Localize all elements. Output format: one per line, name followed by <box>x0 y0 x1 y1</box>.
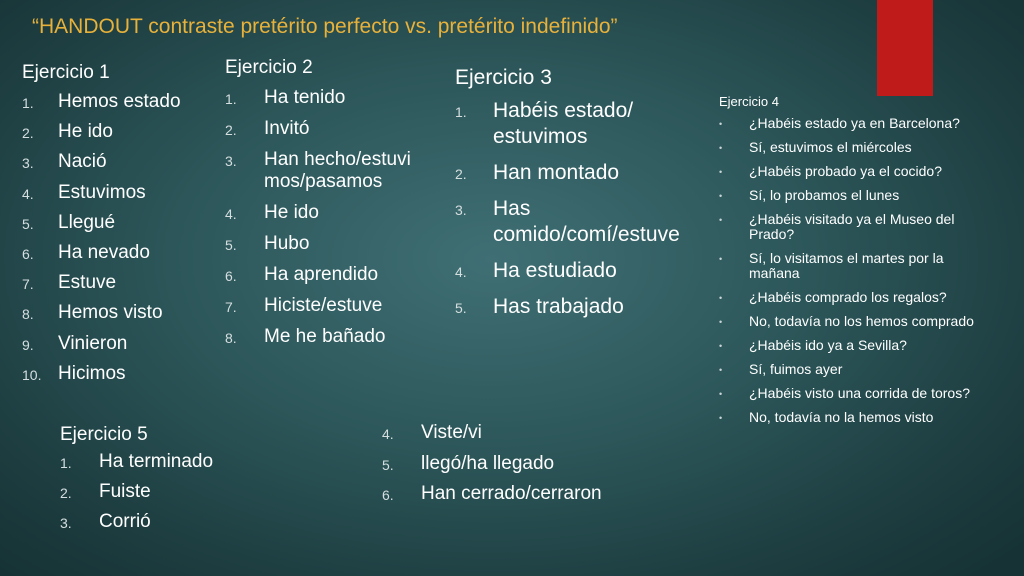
item-text: llegó/ha llegado <box>421 452 555 474</box>
item-text: Hemos estado <box>58 91 181 112</box>
item-number: 5. <box>225 237 237 253</box>
red-accent-bar <box>877 0 933 96</box>
list-item <box>225 202 420 224</box>
list-item <box>22 302 212 332</box>
item-text: Fuiste <box>99 481 151 502</box>
item-text: Ha estudiado <box>493 259 617 282</box>
item-text: Corrió <box>99 511 151 532</box>
exercise-3 <box>455 66 680 330</box>
list-item <box>719 386 994 401</box>
item-text: Ha nevado <box>58 241 150 263</box>
list-item <box>719 410 999 425</box>
item-text: No, todavía no la hemos visto <box>749 409 934 425</box>
item-text: Han cerrado/cerraron <box>421 483 602 504</box>
list-item <box>22 333 212 363</box>
exercise-2-list <box>225 87 420 348</box>
slide-title: “HANDOUT contraste pretérito perfecto vs. pretérito indefinido” <box>32 15 618 38</box>
item-number: 6. <box>22 245 34 262</box>
list-item <box>22 363 212 393</box>
list-item <box>719 116 999 131</box>
list-item <box>225 118 420 140</box>
item-number: 4. <box>455 264 467 280</box>
bullet-icon: • <box>719 215 723 225</box>
bullet-icon: • <box>719 143 723 153</box>
item-number: 4. <box>382 426 394 442</box>
bullet-icon: • <box>719 413 723 423</box>
list-item <box>225 233 420 255</box>
item-number: 8. <box>22 306 34 323</box>
item-text: Sí, estuvimos el miércoles <box>749 139 912 155</box>
list-item <box>225 326 420 348</box>
list-item <box>382 453 682 484</box>
list-item <box>455 160 655 186</box>
item-text: Hicimos <box>58 362 126 384</box>
item-number: 3. <box>22 155 34 172</box>
list-item <box>719 251 979 281</box>
item-number: 9. <box>22 336 34 353</box>
item-text: ¿Habéis probado ya el cocido? <box>749 163 943 179</box>
list-item <box>382 422 682 453</box>
item-text: Has trabajado <box>493 295 624 318</box>
item-text: Has comido/comí/estuve <box>493 197 680 246</box>
item-number: 5. <box>455 300 467 316</box>
exercise-1-title: Ejercicio 1 <box>22 62 110 83</box>
exercise-2 <box>225 57 420 357</box>
item-text: Estuve <box>58 272 117 294</box>
bullet-icon: • <box>719 293 723 303</box>
item-text: Han montado <box>493 161 620 184</box>
bullet-icon: • <box>719 167 723 177</box>
list-item <box>225 264 420 286</box>
item-number: 2. <box>60 485 72 501</box>
item-number: 1. <box>22 95 34 111</box>
item-text: Sí, lo visitamos el martes por la mañana <box>749 250 944 281</box>
list-item <box>719 314 974 329</box>
item-text: Hiciste/estuve <box>264 295 383 316</box>
item-number: 8. <box>225 330 237 346</box>
item-number: 1. <box>455 104 467 120</box>
item-number: 7. <box>225 299 237 315</box>
item-number: 4. <box>225 206 237 222</box>
exercise-4 <box>719 94 999 434</box>
list-item <box>455 98 641 150</box>
exercise-5-list-continued <box>382 422 682 514</box>
exercise-3-list <box>455 98 680 320</box>
bullet-icon: • <box>719 191 723 201</box>
item-text: Ha tenido <box>264 87 346 108</box>
bullet-icon: • <box>719 341 723 351</box>
list-item <box>22 242 212 272</box>
list-item <box>455 258 655 284</box>
item-number: 10. <box>22 366 42 383</box>
item-text: Habéis estado/estuvimos <box>493 99 634 148</box>
exercise-5-list <box>60 451 280 541</box>
item-text: ¿Habéis ido ya a Sevilla? <box>749 337 907 353</box>
list-item <box>719 140 999 155</box>
item-number: 3. <box>455 202 467 218</box>
item-text: Han hecho/estuvimos/pasamos <box>264 149 411 192</box>
exercise-4-list <box>719 116 999 425</box>
list-item <box>225 87 420 109</box>
list-item <box>719 338 999 353</box>
item-number: 1. <box>60 455 72 471</box>
item-text: He ido <box>264 202 319 223</box>
item-number: 2. <box>225 122 237 138</box>
item-text: Sí, lo probamos el lunes <box>749 187 900 203</box>
item-text: Vinieron <box>58 332 128 354</box>
list-item <box>719 188 999 203</box>
list-item <box>455 294 655 320</box>
bullet-icon: • <box>719 317 723 327</box>
exercise-1-list <box>22 91 212 393</box>
item-text: No, todavía no los hemos comprado <box>749 313 974 329</box>
item-text: Me he bañado <box>264 326 386 347</box>
item-text: Hubo <box>264 233 310 254</box>
list-item <box>22 272 212 302</box>
list-item <box>719 164 999 179</box>
item-number: 5. <box>22 215 34 232</box>
bullet-icon: • <box>719 254 723 264</box>
exercise-1 <box>22 62 212 393</box>
item-text: Ha aprendido <box>264 264 379 285</box>
list-item <box>22 212 212 242</box>
list-item <box>719 212 989 242</box>
list-item <box>60 511 280 541</box>
exercise-5-title: Ejercicio 5 <box>60 424 148 445</box>
list-item <box>225 295 420 317</box>
item-text: Hemos visto <box>58 302 163 324</box>
list-item <box>22 182 212 212</box>
item-number: 1. <box>225 91 237 107</box>
list-item <box>719 290 999 305</box>
item-text: Sí, fuimos ayer <box>749 361 843 377</box>
list-item <box>225 149 414 193</box>
exercise-4-title: Ejercicio 4 <box>719 94 779 109</box>
item-text: He ido <box>58 121 113 143</box>
list-item <box>382 483 682 514</box>
item-number: 6. <box>225 268 237 284</box>
item-number: 2. <box>22 125 34 142</box>
list-item <box>719 362 999 377</box>
item-number: 3. <box>225 153 237 169</box>
exercise-5 <box>60 424 280 541</box>
list-item <box>22 151 212 181</box>
list-item <box>60 481 280 511</box>
bullet-icon: • <box>719 389 723 399</box>
item-text: Nació <box>58 151 107 173</box>
item-number: 7. <box>22 276 34 293</box>
item-number: 3. <box>60 515 72 531</box>
item-text: ¿Habéis estado ya en Barcelona? <box>749 115 960 131</box>
exercise-2-title: Ejercicio 2 <box>225 57 313 78</box>
item-number: 4. <box>22 185 34 202</box>
bullet-icon: • <box>719 119 723 129</box>
item-text: Viste/vi <box>421 422 482 443</box>
list-item <box>22 121 212 151</box>
item-text: ¿Habéis visitado ya el Museo del Prado? <box>749 211 955 242</box>
list-item <box>60 451 280 481</box>
exercise-5-continued <box>382 422 682 514</box>
list-item <box>22 91 212 121</box>
item-number: 6. <box>382 487 394 503</box>
item-text: ¿Habéis comprado los regalos? <box>749 289 947 305</box>
list-item <box>455 196 680 248</box>
item-number: 2. <box>455 166 467 182</box>
bullet-icon: • <box>719 365 723 375</box>
item-text: Estuvimos <box>58 181 146 203</box>
item-text: ¿Habéis visto una corrida de toros? <box>749 385 970 401</box>
exercise-3-title: Ejercicio 3 <box>455 66 552 89</box>
item-text: Invitó <box>264 118 310 139</box>
item-text: Ha terminado <box>99 451 214 472</box>
item-number: 5. <box>382 456 394 473</box>
item-text: Llegué <box>58 211 116 233</box>
